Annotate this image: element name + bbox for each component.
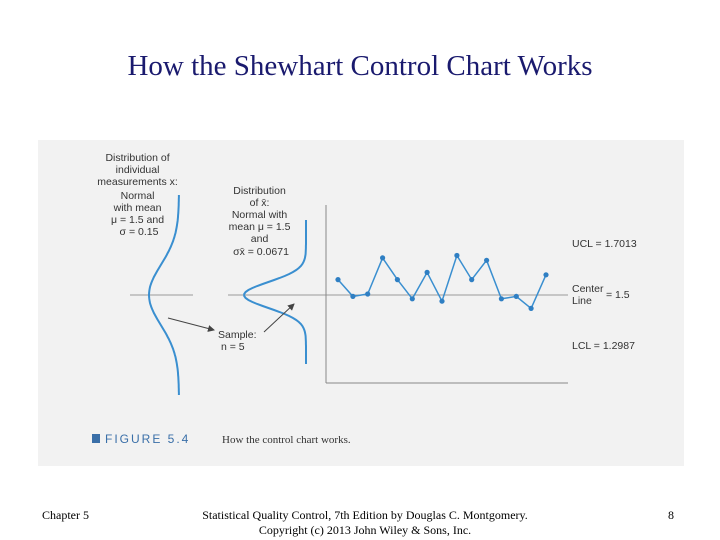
slide-title: How the Shewhart Control Chart Works	[127, 50, 593, 82]
individual-distribution-label: Distribution of individual measurements x: Normal with mean μ = 1.5 and σ = 0.15	[97, 152, 178, 238]
sample-point	[350, 294, 355, 299]
figure-panel	[38, 140, 684, 466]
sample-mean-points	[335, 253, 548, 311]
control-chart-figure	[38, 140, 684, 466]
caption-marker	[92, 434, 100, 443]
sample-point	[425, 270, 430, 275]
lcl-label: LCL = 1.2987	[572, 340, 635, 352]
figure-caption: How the control chart works.	[222, 434, 351, 446]
sample-point	[439, 299, 444, 304]
footer-page-number: 8	[668, 508, 674, 522]
center-line-label: Center Line	[572, 283, 604, 307]
footer-citation-line1: Statistical Quality Control, 7th Edition by Douglas C. Montgomery.	[202, 508, 528, 522]
center-value-label: = 1.5	[606, 289, 630, 301]
sample-point	[410, 296, 415, 301]
sample-point	[380, 255, 385, 260]
sample-size-label: Sample: n = 5	[218, 329, 257, 353]
footer-citation	[170, 508, 560, 538]
sample-point	[514, 294, 519, 299]
xbar-distribution-label: Distribution of x̄: Normal with mean μ = 1.5 and σx̄ = 0.0671	[228, 185, 291, 258]
sample-point	[529, 306, 534, 311]
ucl-label: UCL = 1.7013	[572, 238, 637, 250]
sample-point	[543, 272, 548, 277]
sample-point	[499, 296, 504, 301]
sample-point	[395, 277, 400, 282]
sample-point	[484, 258, 489, 263]
footer-citation-line2: Copyright (c) 2013 John Wiley & Sons, Inc.	[258, 523, 472, 537]
footer-chapter: Chapter 5	[42, 508, 89, 522]
sample-point	[469, 277, 474, 282]
sample-point	[454, 253, 459, 258]
arrow-to-individual	[168, 318, 214, 330]
sample-point	[365, 291, 370, 296]
figure-number: FIGURE 5.4	[105, 432, 191, 446]
sample-point	[335, 277, 340, 282]
